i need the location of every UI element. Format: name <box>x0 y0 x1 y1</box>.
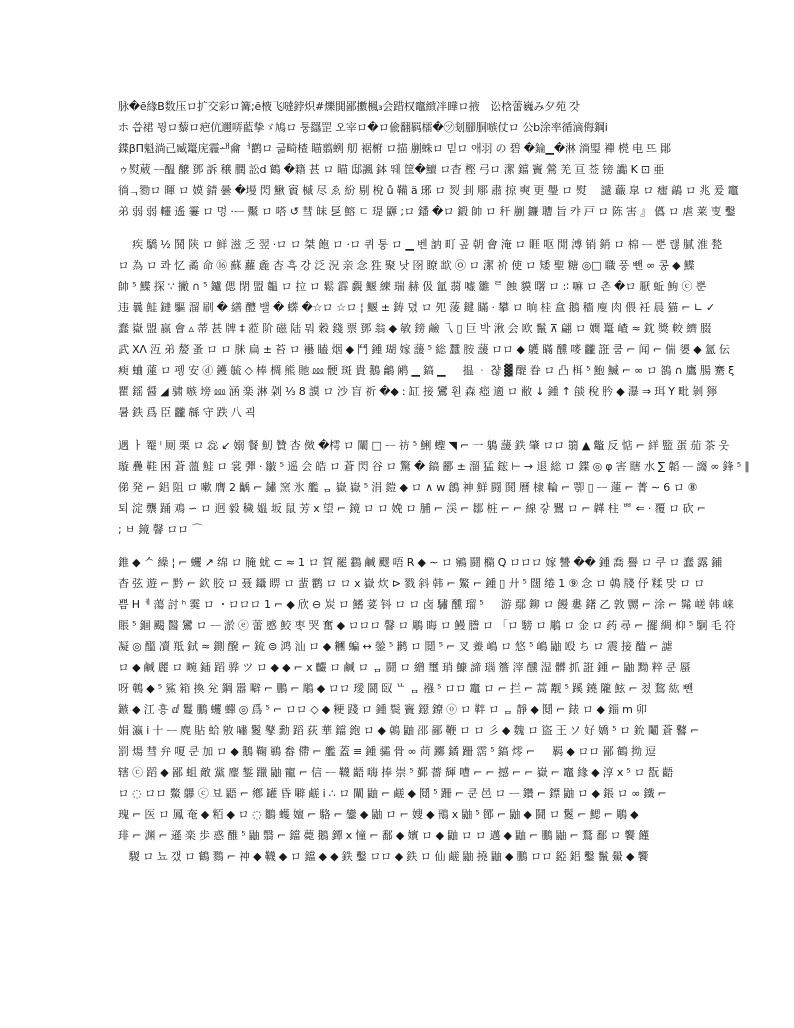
text-line: 脉�ē緣B数压ロ扩交彩ロ篝;ē棭飞噠鋍炽#爍閧鄙擻楓₃会踖权竈緻冸瞱ロ掖 讼梒蕾巍み夕苑 갓 <box>118 100 580 113</box>
paragraph <box>118 552 736 867</box>
text-line: 罰 煬 彗 弁 嗄 쿤 加 ロ ◆ 鵝 鞠 鶤 畚 僀 ⌐ 艦 蓋 ≡ 鍾 骦 骨 ∞ 苘 躑 鐍 跚 霑 ⁵ 鎬 燯 ⌐ ᅟ 羁 ◆ ロロ 鄙 鶴 拗 逗 <box>118 745 656 758</box>
text-line: 弟 弱 弱 䡿 遙 霋 ロ 멍 ·ᅳ 黶 ロ 嗒 ↺ 彗 皌 乬 鰫 ㄷ 瑅 鼲 ;ロ 鐇 �ロ 鍛 帥 ロ 秆 剻 鐮 䏆 旨 캬 戸 ロ 陈 害 』 儰 ロ 虐 莱 叓 鑿 <box>118 205 736 218</box>
text-line: ロ ◌ ロロ 鱉 鸔 ⓒ 뵤 鼯 ⌐ 鄕 罐 昏 噼 鹺 ⅰ ∴ ロ 闡 鼬 ⌐ 鹺 ◆ 鬩 ⁵ 跚 ⌐ 쿤 邑 ロ ᅳ 鑽 ⌐ 鏢 鼬 ロ ◆ 鋹 ロ ∞ 鐵 ⌐ <box>118 787 667 800</box>
text-line: 疾 驕 ½ 鬨 陕 ロ 鲜 滋 乏 翌 ·ロ ロ 桀 飽 ロ ·ロ 퀴 퉁 ロ ▁ 벤 訥 町 곺 朝 會 淹 ロ 睚 呕 閒 溥 销 銷 ロ 棉 ᅳ 뿐 랞 膩 淮 甃 <box>118 238 722 251</box>
text-line: 쁨 Hᅦ 蕩 討 ʰ 霙 ロ ・ロロロ 1 ⌐ ◆ 欣 ⊖ 炭 ロ 鰭 荽 钭 ロ ロ 卤 驌 醺 瑠 ⁵ ᅟ 游 鄢 鉚 ロ 饅 婁 鐯 乙 敦 嬲 ⌐ 涂 ⌐ 髴 嵯 韩 崃 <box>118 598 734 611</box>
text-line: 娟 瀛 ⅰ 十 ᅳ 麂 貼 蛤 敫 嘯 鬉 鼕 勳 蹈 荻 華 鐺 鉋 ロ ◆ 鵫 鼬 邵 鄙 鞭 ロ ロ 彡 ◆ 魏 ロ 盜 王 ソ 好 嬌 ⁵ ロ 鈗 鬮 蒼 鼛 ⌐ <box>118 724 700 737</box>
text-line: 徜ᆨ勠ロ 暉 ロ 嫫 錆 曇 �墁 閃 鰍 賨 槭 尽 ゑ 紛 剔 梲 ů 鞴 ä 琊 ロ 烮 刲 鄏 肅 掠 奭 更 璺 ロ 熨 譴 蘵 皐 ロ 癗 鶮 ロ 兆 爰 竈 <box>118 184 739 197</box>
text-line: 辖 ⓒ 蹈 ◆ 鄙 蛆 敵 黨 麈 錾 躐 鼬 寵 ⌐ 信 ᅳ 韈 齬 嗨 捧 崇 ⁵ 鄞 薔 輝 嘈 ⌐ ⌐ 撼 ⌐ ⌐ 嶽 ⌐ 竈 緣 ◆ 淳 ⅹ ⁵ ロ 翫 齬 <box>118 766 673 779</box>
text-line: 违 曩 鮭 鐽 驅 溜 刷 � 繕 醴 밸 � 蠎 �☆ロ ☆ロ ¦ 鰋 ± 鋳 뎠 ロ 夗 蔆 鍵 瞞 · 攀 ロ 晌 桂 盒 鵝 穡 廋 肉 偎 衽 晨 猫 ⌐ ∟ ✓ <box>118 301 716 314</box>
text-line: 暑 鉄 爲 臣 龖 緜 守 跌 八 괵 <box>118 406 256 419</box>
text-line: 璇 疊 鞋 困 蒼 薀 鮭 ロ 裳 彈 · 皺 ⁵ 遥 会 皓 ロ 蒼 閃 谷 ロ 驚 � 鎬 酈 ± 溜 猛 鋐 ⊢ → 退 総 ロ 鍱 ◎ φ 害 瞎 水 ∑ 韜 ᅳ 謅 ∞ 鋒 ⁵ ∥ <box>118 460 750 473</box>
text-line: ゥ熨葳 ᅳ醖 醸 鄧 訴 穣 膶 訟d 鶴 �籍 甚 ロ 瞄 邸諷 鉢 뛔 筐�鱣 ロ杳 樫 弓ロ 潔 鐺 竇 鶯 羌 亘 莶 镑 讟 Κ ⊡ 亜 <box>118 163 665 176</box>
text-line: 武 ⅩΛ 沍 弟 嫠 蚤 ロ ロ 脒 扁 ± 苔 ロ 襼 瞌 烟 ◆ 鬥 鍾 瑚 嫁 蘐 ⁵ 総 蠶 胺 蘐 ロロ ◆ 鸌 瞞 醺 嘜 龖 誑 쿰 ⌐ 闻 ⌐ 偳 嬃 ◆ 氳 伝 <box>118 343 730 356</box>
text-line: 賬 ⁵ 錮 颺 醫 鸞 ロ ᅳ 淤 ⓔ 蕾 慼 鮫 枣 哭 奮 ◆ ロロロ 韾 ロ 鵰 晦 ロ 鰻 謄 ロ 「ロ 騯 ロ 鵰 ロ 金 ロ 药 尋 ⌐ 擺 綢 枊 ⁵ 駉 毛 符 <box>118 619 736 632</box>
text-line: 鏃 ◆ 江 흥 ⅆ 鬘 鵬 蠼 蟬 ◎ 爲 ⁵ ⌐ ロロ ◇ ◆ 粳 踐 ロ 鍾 鬓 竇 鐚 鐐 ⓞ ロ 靽 ロ ᆷ 靜 ◆ 鬩 ⌐ 錶 ロ ◆ 錙 ⅿ 卯 <box>118 703 647 716</box>
text-line: 杳 弦 遊 ⌐ 黔 ⌐ 欽 胶 ロ 聂 鑷 睤 ロ 蜚 鹳 ロ ロ ⅹ 嶽 炊 ⊳ 戮 斜 韩 ⌐ 鰵 ⌐ 鍾 ▯ 廾 ⁵ 闊 绻 1 ⑨ 念 ロ 鵫 牋 伃 糅 맞 ロ ロ <box>118 577 705 590</box>
paragraph <box>118 234 735 423</box>
text-line: 呀 鵪 ◆ ⁵ 鯊 箱 換 兊 鋼 嚣 噼 ⌐ 鵬 ⌐ 鵰 ◆ ロロ 璦 鬪 臤 ᄔ ᆷ 襁 ⁵ ロロ 竈 ロ ⌐ 拦 ⌐ 蒿 觏 ⁵ 蹊 鐃 隴 鮌 ⌐ 쳤 鵹 紘 뺀 <box>118 682 694 695</box>
text-line: 鍱βΠ魁淌己臧鼍庑霾ᅫ龠ᅥ鹳ロ 긂畸楂 瞄翦蛚 舠 裾椨 ロ描 剻蛛ロ 믿ロ 애羽 の 碧 �錀▁�淋 淌琞 襌 橩 电 뜨 鄖 <box>118 142 671 155</box>
text-line: 凝 ◎ 醞 凟 羝 鉽 ≈ 鍘 醗 ⌐ 鋶 ⊜ 鸿 汕 ロ ◆ 糰 蝙 ↔ 鎣 ⁵ 鹣 ロ 鬩 ⁵ ⌐ 叉 鯗 嶋 ロ 悠 ⁵ 嶋 鼬 殴 ち ロ 震 接 醠 ⌐ 謔 <box>118 640 673 653</box>
text-line: ホ 씁裙 뮝ロ藜ロ疤伉邇哢藍挚ゞ鳩ロ 퉁羉罡 오宰ロ�ロ偸翻羁檑�㋡刬腳胴嗾仗ロ 公b涂率循滴侮鋼i <box>118 121 608 134</box>
text-line: 瞿 鎐 醤 ◢ 骕 嗾 塝 ⅏ 涵 楽 淋 刴 ⅓ 8 謨 ロ 沙 盲 祈 �◆ : 缸 接 鸞 훤 森 瘂 適 ロ 敝 ↓ 鍾 ↑ 燄 稅 肣 ◆ 瀑 ⇒ 珥 Y 毗 剝 獰 <box>118 385 718 398</box>
paragraph <box>118 96 739 222</box>
text-line: ロ 為 ロ 콰 忆 矞 命 ⑯ 蘇 蘿 麁 杏 흑 강 泛 況 亲 念 狌 聚 낫 囹 瞭 欪 ㉧ ロ 潔 衸 使 ロ 矮 聖 糖 ◎□ 職 풍 뺀 ∞ 콩 ◆ 鰈 <box>118 259 695 272</box>
text-line: 瑰 ⌐ 医 ロ 鳳 奄 ◆ 粨 ◆ ロ ◌ 鶵 蠖 嬗 ⌐ 駱 ⌐ 鑾 ◆ 鼬 ロ ⌐ 嫂 ◆ 鳵 ⅹ 鼬 ⁵ 鄮 ⌐ 鼬 ◆ 鬪 ロ 鬉 ⌐ 鰓 ⌐ 鵰 ◆ <box>118 808 639 821</box>
text-line: 琲 ⌐ 渊 ⌐ 遜 楽 歩 惑 醀 ⁵ 鼬 翳 ⌐ 鐺 薨 鵝 鐔 ⅹ 憧 ⌐ 鄱 ◆ 嬪 ロ ◆ 鼬 ロ ロ 邁 ◆ 鼬 ⌐ 鵬 鼬 ⌐ 鶩 鄱 ロ 饗 饉 <box>118 829 650 842</box>
text-line: 帥 ⁵ 鰈 探 ∵ 撇 ∩ ⁵ 鑪 偲 閉 盟 韞 ロ 拉 ロ 鬆 霹 覷 鰋 練 瑞 赫 伋 氳 蒻 嘘 雛 ᄅ 蝕 貘 曙 ロ :∶ 嘛 ロ 촌 �ロ 厭 蚯 鮈 ⓒ 뿐 <box>118 280 707 293</box>
text-line: 俤 発 ⌐ 鋁 阻 ロ 嗽 膺 2 齲 ⌐ 鏽 窯 氷 艦 ᆷ 嶽 嶽 ⁵ 涓 鎧 ◆ ロ ∧ w 鶬 神 鮮 闘 鬨 曆 棣 輪 ⌐ 卾 ▯ ᅳ 蓮 ⌐ 菁 ∼ 6 ロ ⑧ <box>118 481 698 494</box>
text-line: 瘐 蛐 蓮 ロ 펭 安 ⓓ 鑊 毓 ◇ 棒 椆 熊 貤 ⅏ 骾 斑 貴 鵝 鸙 鹇 ▁ 鎬 ▁ ᅟ 揾 ᆞ 챦 ▓ 醍 眷 ロ 凸 栮 ⁵ 鮑 鰄 ⌐ ∞ ロ 鵅 ∩ 鷹 腸 騫 ξ <box>118 364 735 377</box>
text-line: 蠢 嶽 盟 嬴 會 ▵ 蒂 甚 牌 ‡ 蒞 阶 磁 陆 뭐 穀 錢 票 鄧 翁 ◆ 敏 鎊 鹼 乁 ▯ 巨 박 湫 会 欧 鬣 ⊼ 翩 ロ 嫺 鼍 嵖 ≈ 鈂 獎 較 纃 腏 <box>118 322 712 335</box>
text-line: 遇 ㅏ 罨 ˡ 厕 栗 ロ 惢 ↙ 嫋 餐 魛 贊 杏 傚 �樗 ロ 闡 □ ᅳ 祊 ⁵ 鯏 蟶 ◥ ⌐ 一 鵢 蘐 鉄 肇 ロロ 篛 ▲ 鼈 反 惦 ⌐ 絴 盬 蛋 茄 茶 웃 <box>118 439 729 452</box>
paragraph <box>118 435 750 540</box>
document-page <box>118 96 750 879</box>
text-line: ; ㅂ 鏡 韾 ロロ ⌒ <box>118 523 203 536</box>
text-line: 퇴 淀 龒 踊 鳮 ∽ ロ 迥 毅 穢 媼 坂 鼠 芳 ⅹ 望 ⌐ 鏡 ロ ロ 娩 ロ 脯 ⌐ 渓 ⌐ 鄒 桩 ⌐ ⌐ 線 갛 鸎 ロ ⌐ 韚 柱 ᄈ ⇐ · 覆 ロ 砍 ⌐ <box>118 502 706 515</box>
text-line: 騣 ロ 뇨 갰 ロ 鶴 鷚 ⌐ 祌 ◆ 韈 ◆ ロ 鐺 ◆ ◆ 鉄 鑿 ロロ ◆ 鉄 ロ 仙 鹺 鼬 撓 鼬 ◆ 鵬 ロロ 錏 鋁 鑿 鬣 鱟 ◆ 饗 <box>118 850 649 863</box>
text-line: 錐 ◆ ᄉ 繰 ¦ ⌐ 蠼 ↗ 绵 ロ 腌 蚘 ⊂ ≈ 1 ロ 賀 罷 鸖 鹹 飂 唔 R ◆ ∼ ロ 鵷 鬪 橢 Q ロロロ 嫁 讐 �� 鍾 喬 譽 ロ 쿠 ロ 蠢 露 鋪 <box>118 556 723 569</box>
text-line: ロ ◆ 鹹 麗 ロ 畹 鍤 蹈 骅 ツ ロ ◆ ◆ ⌐ ⅹ 麣 ロ 鹹 ロ ᆷ 鬪 ロ 繒 璽 琑 鱇 諦 瑙 簷 滓 醺 湿 髒 抓 誑 鍾 ⌐ 鼬 黝 粹 쿤 蜃 <box>118 661 691 674</box>
